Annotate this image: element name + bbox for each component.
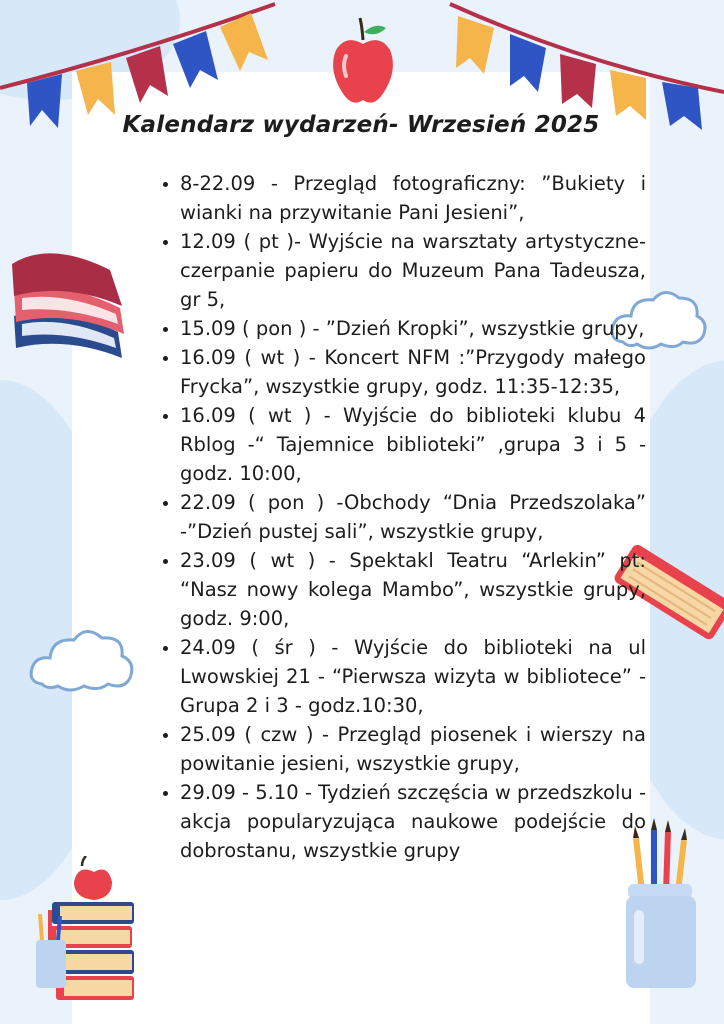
- event-item: • 22.09 ( pon ) -Obchody “Dnia Przedszolaka” -”Dzień pustej sali”, wszystkie grupy,: [180, 488, 646, 546]
- event-item: • 16.09 ( wt ) - Wyjście do biblioteki klubu 4 Rblog -“ Tajemnice biblioteki” ,grupa 3 i 5 - godz. 10:00,: [180, 401, 646, 488]
- book-stack-icon: [30, 856, 140, 1016]
- page-title: Kalendarz wydarzeń- Wrzesień 2025: [122, 112, 600, 138]
- event-item: • 29.09 - 5.10 - Tydzień szczęścia w przedszkolu - akcja popularyzująca naukowe podejście do dobrostanu, wszystkie grupy: [180, 778, 646, 865]
- event-item: • 24.09 ( śr ) - Wyjście do biblioteki na ul Lwowskiej 21 - “Pierwsza wizyta w bibliotece” - Grupa 2 i 3 - godz.10:30,: [180, 633, 646, 720]
- book-stack-icon: [10, 240, 130, 380]
- event-item: • 8-22.09 - Przegląd fotograficzny: ”Bukiety i wianki na przywitanie Pani Jesieni”,: [180, 169, 646, 227]
- event-item: • 16.09 ( wt ) - Koncert NFM :”Przygody małego Frycka”, wszystkie grupy, godz. 11:35-12:35,: [180, 343, 646, 401]
- event-item: • 15.09 ( pon ) - ”Dzień Kropki”, wszystkie grupy,: [180, 314, 646, 343]
- cloud-icon: [28, 622, 138, 696]
- event-item: • 25.09 ( czw ) - Przegląd piosenek i wierszy na powitanie jesieni, wszystkie grupy,: [180, 720, 646, 778]
- event-list: [150, 169, 646, 865]
- event-item: • 23.09 ( wt ) - Spektakl Teatru “Arlekin” pt: “Nasz nowy kolega Mambo”, wszystkie grupy, godz. 9:00,: [180, 546, 646, 633]
- apple-icon: [330, 16, 396, 108]
- event-item: • 12.09 ( pt )- Wyjście na warsztaty artystyczne- czerpanie papieru do Muzeum Pana Tadeusza, gr 5,: [180, 227, 646, 314]
